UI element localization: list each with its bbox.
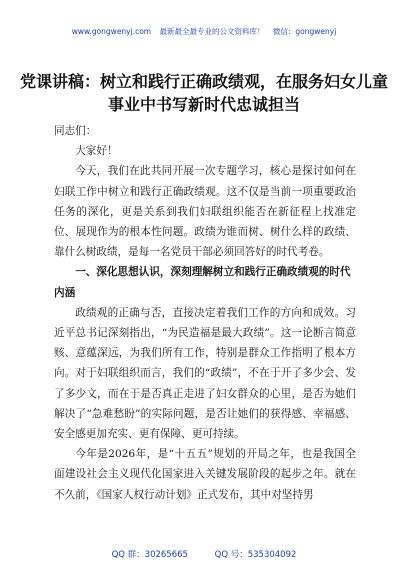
greeting: 大家好！ xyxy=(75,145,118,158)
section-heading-1: 一、深化思想认识，深刻理解树立和践行正确政绩观的时代内涵 xyxy=(54,266,351,299)
footer-qq-number: QQ 号：535304092 xyxy=(214,550,297,560)
paragraph-2: 政绩观的正确与否，直接决定着我们工作的方向和成效。习近平总书记深刻指出，“为民造福是最大政绩”。这一论断言简意赅、意蕴深远，为我们所有工作，特别是群众工作指明了根本方向。对于妇联组织而言，我们的“政绩”，不在于开了多少会、发了多少文，而在于是否真正走进了妇女群众的心里，是否为她们解决了“急难愁盼”的实际问题，是否让她们的获得感、幸福感、安全感更加充实、更有保障、更可持续。 xyxy=(54,306,356,441)
header-wechat: 微信：gongwenyj xyxy=(272,27,337,36)
paragraph-intro: 今天，我们在此共同开展一次专题学习，核心是探讨如何在妇联工作中树立和践行正确政绩观。这不仅是当前一项重要政治任务的深化，更是关系到我们妇联组织能否在新征程上找准定位、展现作为的根本性问题。政绩为谁而树、树什么样的政绩、靠什么树政绩，是每一名党员干部必须回答好的时代考卷。 xyxy=(54,165,356,259)
document-title: 党课讲稿：树立和践行正确政绩观，在服务妇女儿童事业中书写新时代忠诚担当 xyxy=(20,72,389,114)
page-header xyxy=(0,26,408,37)
site-link[interactable]: www.gongwenyj.com xyxy=(71,27,152,36)
salutation: 同志们： xyxy=(54,125,97,137)
header-slogan: 最新最全最专业的公文资料库！ xyxy=(159,27,265,36)
paragraph-3: 今年是2026年，是“十五五”规划的开局之年，也是我国全面建设社会主义现代化国家进入关键发展阶段的起步之年。就在不久前，《国家人权行动计划》正式发布，其中对坚持男 xyxy=(54,448,356,501)
document-body xyxy=(54,121,356,505)
footer-qq-group: QQ 群：30265665 xyxy=(111,550,188,560)
page-footer xyxy=(0,548,408,560)
